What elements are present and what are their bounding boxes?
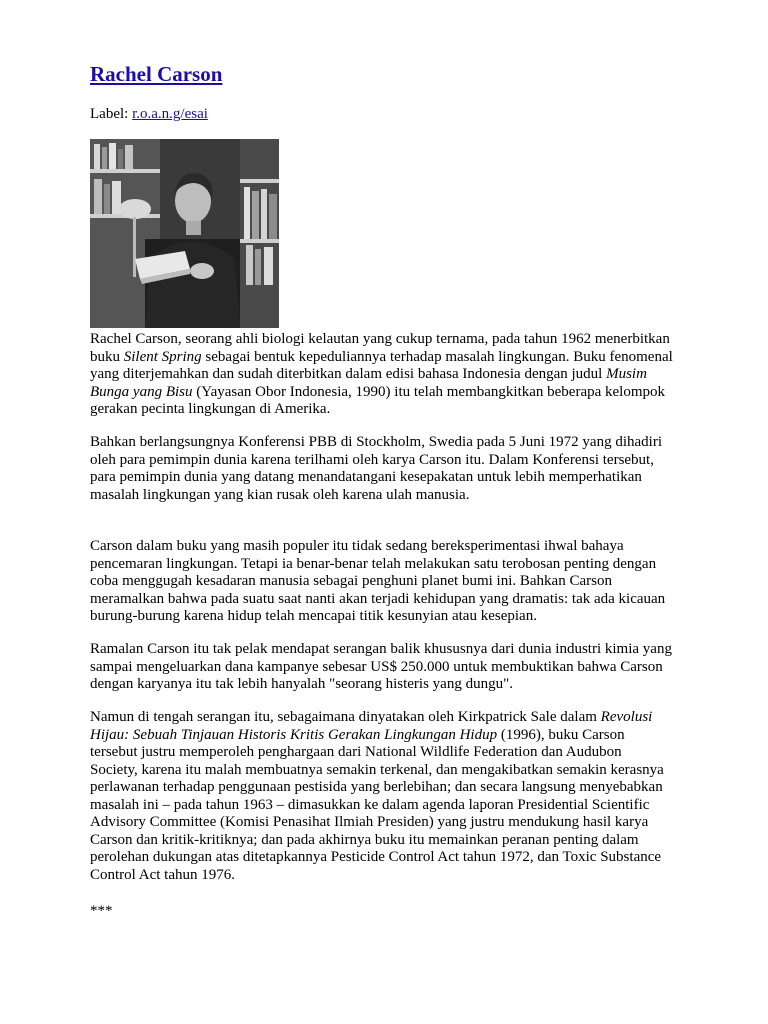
text-line [90,452,670,470]
paragraph-4 [90,641,670,694]
italic-text: Musim [606,366,647,382]
text-run: Carson dan kritik-kritiknya; dan pada akhirnya buku itu memainkan peranan penting dalam [90,831,639,848]
text-run: perlawanan terhadap penggunaan pestisida yang berlebihan; dan secara langsung menyebabkan [90,779,663,795]
text-line [90,331,670,349]
text-run: Rachel Carson, seorang ahli biologi kelautan yang cukup ternama, pada tahun 1962 menerbitkan [90,331,670,347]
text-run: Carson dalam buku yang masih populer itu tidak sedang bereksperimentasi ihwal bahaya [90,538,624,554]
paragraph-5 [90,709,670,884]
text-run: sampai mengeluarkan dana kampanye sebesar US$ 250.000 untuk membuktikan bahwa Carson [90,658,663,675]
text-run: tersebut justru memperoleh penghargaan dari National Wildlife Federation dan Audubon [90,744,622,760]
text-run: Ramalan Carson itu tak pelak mendapat serangan balik khususnya dari dunia industri kimia yang [90,641,672,657]
text-run: Advisory Committee (Komisi Penasihat Ilmiah Presiden) yang justru mendukung hasil karya [90,814,649,830]
text-run: (1996), buku Carson [497,726,625,743]
label-prefix: Label: [90,106,133,122]
text-run: *** [90,903,113,919]
text-line [90,469,670,487]
text-line [90,797,670,815]
text-line [90,762,670,780]
text-run: perolehan dukungan atas ditetapkannya Pesticide Control Act tahun 1972, dan Toxic Substance [90,849,662,865]
text-run: dengan karyanya itu tak lebih hanyalah "seorang histeris yang dungu". [90,676,513,692]
italic-text: Hijau: Sebuah Tinjauan Historis Kritis Gerakan Lingkungan Hidup [90,726,498,743]
italic-text: Bunga yang Bisu [90,383,193,400]
text-line [90,727,670,745]
text-run: sebagai bentuk kepeduliannya terhadap masalah lingkungan. Buku fenomenal [201,348,673,365]
text-line [90,556,670,574]
text-run: pencemaran lingkungan. Tetapi ia benar-benar telah melakukan satu terobosan penting dengan [90,555,657,572]
text-run: Bahkan berlangsungnya Konferensi PBB di Stockholm, Swedia pada 5 Juni 1972 yang dihadiri [90,434,662,450]
text-line [90,608,670,626]
text-line [90,401,670,419]
text-line [90,709,670,727]
italic-text: Silent Spring [123,348,202,365]
text-run: meramalkan bahwa pada suatu saat nanti akan terjadi kehidupan yang dramatis: tak ada kicauan [90,590,666,607]
text-line [90,867,670,885]
title-link[interactable]: Rachel Carson [90,62,223,86]
text-run: Namun di tengah serangan itu, sebagaimana dinyatakan oleh Kirkpatrick Sale dalam [90,709,601,725]
text-line [90,573,670,591]
text-line [90,849,670,867]
text-line [90,487,670,505]
text-line [90,814,670,832]
text-run: buku [90,348,124,365]
label-link[interactable]: r.o.a.n.g/esai [132,106,208,122]
text-run: masalah lingkungan yang kian rusak oleh karena ulah manusia. [90,486,470,503]
text-run: (Yayasan Obor Indonesia, 1990) itu telah membangkitkan beberapa kelompok [192,383,666,400]
label-line [90,105,208,123]
text-line [90,591,670,609]
text-line [90,832,670,850]
text-run: para pemimpin dunia yang datang menandatangani kesepakatan untuk lebih memperhatikan [90,469,642,485]
text-run: Control Act tahun 1976. [90,866,235,883]
portrait-image [90,139,279,328]
text-line [90,779,670,797]
page-title [90,60,222,88]
text-line [90,538,670,556]
text-line [90,659,670,677]
text-run: oleh para pemimpin dunia karena terilhami oleh karya Carson itu. Dalam Konferensi tersebut, [90,451,654,468]
paragraph-3 [90,538,670,626]
text-line [90,366,670,384]
paragraph-1 [90,331,673,419]
text-run: burung-burung karena hidup telah mencapai titik kesunyian atau kesepian. [90,608,537,624]
text-line [90,348,673,367]
italic-text: Revolusi [600,709,653,725]
text-line [90,676,670,694]
section-separator [90,903,670,921]
text-line [90,384,670,402]
text-run: yang diterjemahkan dan sudah diterbitkan dalam edisi bahasa Indonesia dengan judul [90,366,607,382]
text-run: Society, karena itu malah membuatnya semakin terkenal, dan mengakibatkan semakin kerasnya [90,761,664,778]
text-line [90,744,670,762]
text-line [90,434,670,452]
text-run: gerakan pecinta lingkungan di Amerika. [90,401,331,417]
text-run: masalah ini – pada tahun 1963 – dimasukkan ke dalam agenda laporan Presidential Scientific [90,796,650,813]
portrait-photo [90,139,279,328]
paragraph-2 [90,434,670,504]
text-line [90,641,670,659]
text-line [90,903,670,921]
text-run: coba menggugah kesadaran manusia sebagai penghuni planet bumi ini. Bahkan Carson [90,573,612,589]
